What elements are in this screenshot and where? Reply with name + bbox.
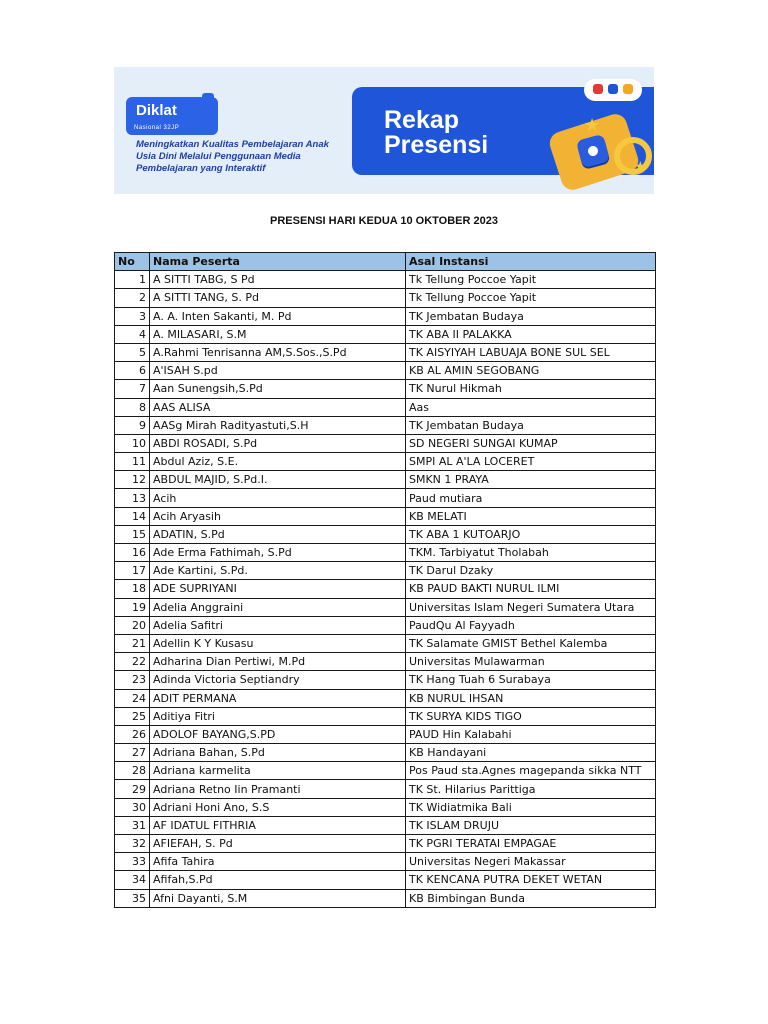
institution: KB AL AMIN SEGOBANG: [406, 362, 656, 380]
institution: KB Handayani: [406, 744, 656, 762]
table-row: [115, 325, 656, 343]
participant-name: Adriana Retno Iin Pramanti: [150, 780, 406, 798]
participant-name: ADE SUPRIYANI: [150, 580, 406, 598]
institution: PaudQu Al Fayyadh: [406, 616, 656, 634]
row-number: 25: [115, 707, 150, 725]
institution: TK Hang Tuah 6 Surabaya: [406, 671, 656, 689]
table-row: [115, 544, 656, 562]
institution: TK ABA 1 KUTOARJO: [406, 525, 656, 543]
participant-name: A'ISAH S.pd: [150, 362, 406, 380]
participant-name: Acih Aryasih: [150, 507, 406, 525]
institution: SMPI AL A'LA LOCERET: [406, 453, 656, 471]
institution: TK St. Hilarius Parittiga: [406, 780, 656, 798]
institution: TK ABA II PALAKKA: [406, 325, 656, 343]
row-number: 2: [115, 289, 150, 307]
institution: KB MELATI: [406, 507, 656, 525]
row-number: 11: [115, 453, 150, 471]
row-number: 24: [115, 689, 150, 707]
participant-name: ABDUL MAJID, S.Pd.I.: [150, 471, 406, 489]
institution: KB NURUL IHSAN: [406, 689, 656, 707]
row-number: 8: [115, 398, 150, 416]
participant-name: Adriani Honi Ano, S.S: [150, 798, 406, 816]
institution: TK SURYA KIDS TIGO: [406, 707, 656, 725]
table-row: [115, 725, 656, 743]
header-banner: [114, 67, 654, 194]
participant-name: Afni Dayanti, S.M: [150, 889, 406, 907]
row-number: 22: [115, 653, 150, 671]
institution: KB Bimbingan Bunda: [406, 889, 656, 907]
table-row: [115, 744, 656, 762]
row-number: 32: [115, 835, 150, 853]
table-row: [115, 416, 656, 434]
column-header-name: Nama Peserta: [150, 253, 406, 271]
row-number: 12: [115, 471, 150, 489]
institution: PAUD Hin Kalabahi: [406, 725, 656, 743]
table-row: [115, 453, 656, 471]
table-row: [115, 598, 656, 616]
table-row: [115, 307, 656, 325]
row-number: 10: [115, 434, 150, 452]
institution: TK Jembatan Budaya: [406, 416, 656, 434]
participant-name: A SITTI TANG, S. Pd: [150, 289, 406, 307]
institution: Aas: [406, 398, 656, 416]
participant-name: A. MILASARI, S.M: [150, 325, 406, 343]
table-row: [115, 671, 656, 689]
table-row: [115, 507, 656, 525]
participant-name: AASg Mirah Radityastuti,S.H: [150, 416, 406, 434]
table-row: [115, 489, 656, 507]
institution: SMKN 1 PRAYA: [406, 471, 656, 489]
table-row: [115, 653, 656, 671]
row-number: 19: [115, 598, 150, 616]
column-header-no: No: [115, 253, 150, 271]
institution: Tk Tellung Poccoe Yapit: [406, 271, 656, 289]
institution: Pos Paud sta.Agnes magepanda sikka NTT: [406, 762, 656, 780]
row-number: 21: [115, 634, 150, 652]
participant-name: Afifa Tahira: [150, 853, 406, 871]
column-header-institution: Asal Instansi: [406, 253, 656, 271]
table-row: [115, 871, 656, 889]
institution: TK PGRI TERATAI EMPAGAE: [406, 835, 656, 853]
table-row: [115, 798, 656, 816]
participant-name: A SITTI TABG, S Pd: [150, 271, 406, 289]
participant-name: Adellin K Y Kusasu: [150, 634, 406, 652]
institution: TK ISLAM DRUJU: [406, 816, 656, 834]
institution: Universitas Islam Negeri Sumatera Utara: [406, 598, 656, 616]
participant-name: Ade Kartini, S.Pd.: [150, 562, 406, 580]
participant-name: Adelia Anggraini: [150, 598, 406, 616]
participant-name: Adinda Victoria Septiandry: [150, 671, 406, 689]
row-number: 23: [115, 671, 150, 689]
participant-name: Acih: [150, 489, 406, 507]
table-row: [115, 780, 656, 798]
table-row: [115, 762, 656, 780]
table-row: [115, 343, 656, 361]
row-number: 31: [115, 816, 150, 834]
table-row: [115, 434, 656, 452]
institution: Tk Tellung Poccoe Yapit: [406, 289, 656, 307]
table-row: [115, 634, 656, 652]
table-row: [115, 853, 656, 871]
row-number: 4: [115, 325, 150, 343]
banner-tagline: Meningkatkan Kualitas Pembelajaran Anak Usia Dini Melalui Penggunaan Media Pembelajaran yang Interaktif: [136, 139, 329, 174]
attendance-table: [114, 252, 656, 908]
row-number: 3: [115, 307, 150, 325]
star-icon: ★: [634, 159, 647, 175]
institution: Universitas Mulawarman: [406, 653, 656, 671]
diklat-subtitle: Nasional 32JP: [128, 123, 185, 133]
partner-logos: [584, 79, 642, 101]
table-row: [115, 889, 656, 907]
row-number: 16: [115, 544, 150, 562]
table-row: [115, 707, 656, 725]
table-header-row: [115, 253, 656, 271]
participant-name: Adriana Bahan, S.Pd: [150, 744, 406, 762]
row-number: 18: [115, 580, 150, 598]
table-row: [115, 689, 656, 707]
table-row: [115, 398, 656, 416]
table-row: [115, 616, 656, 634]
row-number: 27: [115, 744, 150, 762]
table-row: [115, 271, 656, 289]
table-row: [115, 816, 656, 834]
participant-name: ADATIN, S.Pd: [150, 525, 406, 543]
table-row: [115, 380, 656, 398]
row-number: 33: [115, 853, 150, 871]
participant-name: Adriana karmelita: [150, 762, 406, 780]
participant-name: Ade Erma Fathimah, S.Pd: [150, 544, 406, 562]
participant-name: ADOLOF BAYANG,S.PD: [150, 725, 406, 743]
row-number: 7: [115, 380, 150, 398]
institution: Universitas Negeri Makassar: [406, 853, 656, 871]
institution: TK Darul Dzaky: [406, 562, 656, 580]
row-number: 34: [115, 871, 150, 889]
participant-name: AF IDATUL FITHRIA: [150, 816, 406, 834]
logo-icon-3: [623, 84, 633, 94]
row-number: 15: [115, 525, 150, 543]
institution: TK AISYIYAH LABUAJA BONE SUL SEL: [406, 343, 656, 361]
table-row: [115, 580, 656, 598]
participant-name: Abdul Aziz, S.E.: [150, 453, 406, 471]
institution: TK Widiatmika Bali: [406, 798, 656, 816]
table-row: [115, 562, 656, 580]
row-number: 26: [115, 725, 150, 743]
participant-name: AAS ALISA: [150, 398, 406, 416]
participant-name: Aditiya Fitri: [150, 707, 406, 725]
table-row: [115, 525, 656, 543]
rekap-title: Rekap Presensi: [384, 106, 489, 159]
row-number: 6: [115, 362, 150, 380]
participant-name: Afifah,S.Pd: [150, 871, 406, 889]
page-title: PRESENSI HARI KEDUA 10 OKTOBER 2023: [269, 215, 498, 227]
row-number: 14: [115, 507, 150, 525]
diklat-title: Diklat: [136, 102, 177, 119]
star-icon: ★: [584, 115, 601, 136]
institution: Paud mutiara: [406, 489, 656, 507]
row-number: 5: [115, 343, 150, 361]
participant-name: ABDI ROSADI, S.Pd: [150, 434, 406, 452]
row-number: 9: [115, 416, 150, 434]
institution: SD NEGERI SUNGAI KUMAP: [406, 434, 656, 452]
row-number: 28: [115, 762, 150, 780]
logo-icon-2: [608, 84, 618, 94]
logo-icon-1: [593, 84, 603, 94]
participant-name: Adharina Dian Pertiwi, M.Pd: [150, 653, 406, 671]
participant-name: Aan Sunengsih,S.Pd: [150, 380, 406, 398]
table-row: [115, 471, 656, 489]
institution: TK Nurul Hikmah: [406, 380, 656, 398]
participant-name: AFIEFAH, S. Pd: [150, 835, 406, 853]
institution: KB PAUD BAKTI NURUL ILMI: [406, 580, 656, 598]
participant-name: Adelia Safitri: [150, 616, 406, 634]
table-row: [115, 362, 656, 380]
badge-accent: [202, 93, 214, 101]
institution: TK Jembatan Budaya: [406, 307, 656, 325]
table-row: [115, 835, 656, 853]
row-number: 13: [115, 489, 150, 507]
table-row: [115, 289, 656, 307]
row-number: 1: [115, 271, 150, 289]
row-number: 20: [115, 616, 150, 634]
row-number: 29: [115, 780, 150, 798]
row-number: 17: [115, 562, 150, 580]
participant-name: A.Rahmi Tenrisanna AM,S.Sos.,S.Pd: [150, 343, 406, 361]
participant-name: A. A. Inten Sakanti, M. Pd: [150, 307, 406, 325]
row-number: 35: [115, 889, 150, 907]
institution: TKM. Tarbiyatut Tholabah: [406, 544, 656, 562]
participant-name: ADIT PERMANA: [150, 689, 406, 707]
row-number: 30: [115, 798, 150, 816]
institution: TK KENCANA PUTRA DEKET WETAN: [406, 871, 656, 889]
institution: TK Salamate GMIST Bethel Kalemba: [406, 634, 656, 652]
